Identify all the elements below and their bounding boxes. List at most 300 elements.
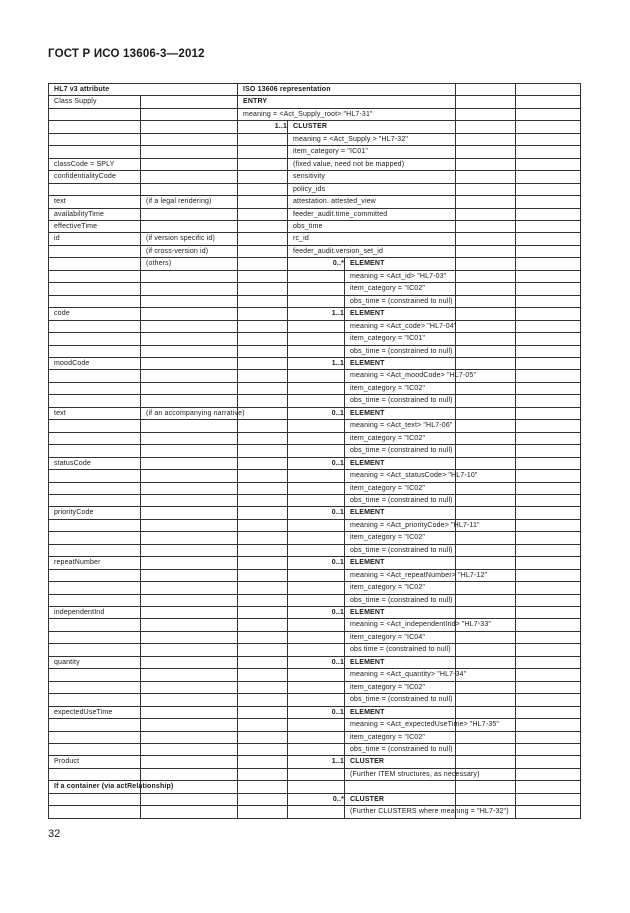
hl7-attribute-cell: [49, 420, 141, 432]
table-cell: [288, 470, 345, 482]
table-body: [49, 84, 581, 819]
iso-representation-cell: meaning = <Act_Supply > "HL7-32": [288, 133, 456, 145]
table-row: [49, 557, 581, 569]
condition-cell: [141, 445, 238, 457]
table-row: [49, 407, 581, 419]
table-cell: [456, 308, 516, 320]
iso-representation-cell: item_category = "IC02": [345, 731, 456, 743]
hl7-attribute-cell: [49, 395, 141, 407]
cardinality-cell: 0..1: [288, 407, 345, 419]
table-cell: [238, 781, 288, 793]
table-cell: [456, 320, 516, 332]
table-cell: [456, 756, 516, 768]
iso-representation-cell: ELEMENT: [345, 706, 456, 718]
table-row: [49, 345, 581, 357]
table-cell: [238, 519, 288, 531]
condition-cell: (if a legal rendering): [141, 196, 238, 208]
iso-representation-cell: obs_time = (constrained to null): [345, 395, 456, 407]
table-cell: [456, 420, 516, 432]
table-row: [49, 594, 581, 606]
table-cell: [288, 283, 345, 295]
table-cell: [238, 183, 288, 195]
table-cell: [288, 445, 345, 457]
table-cell: [456, 270, 516, 282]
table-row: [49, 133, 581, 145]
table-row: [49, 357, 581, 369]
table-cell: [238, 470, 288, 482]
table-row: [49, 370, 581, 382]
condition-cell: [141, 507, 238, 519]
iso-representation-cell: [345, 781, 456, 793]
table-row: [49, 793, 581, 805]
table-cell: [456, 507, 516, 519]
condition-cell: [141, 146, 238, 158]
iso-representation-cell: feeder_audit.version_set_id: [288, 245, 456, 257]
table-cell: [288, 295, 345, 307]
condition-cell: [141, 320, 238, 332]
table-cell: [288, 395, 345, 407]
table-cell: [238, 731, 288, 743]
condition-cell: [141, 108, 238, 120]
table-cell: [238, 756, 288, 768]
table-cell: [238, 694, 288, 706]
table-cell: [238, 681, 288, 693]
table-cell: [238, 370, 288, 382]
table-cell: [456, 283, 516, 295]
table-cell: [288, 544, 345, 556]
hl7-attribute-cell: [49, 594, 141, 606]
table-cell: [516, 781, 581, 793]
iso-representation-cell: meaning = <Act_statusCode> "HL7-10": [345, 470, 456, 482]
cardinality-cell: 0..1: [288, 706, 345, 718]
table-cell: [456, 482, 516, 494]
table-row: [49, 656, 581, 668]
condition-cell: [141, 631, 238, 643]
iso-representation-cell: ELEMENT: [345, 607, 456, 619]
table-row: [49, 494, 581, 506]
table-cell: [288, 731, 345, 743]
table-row: [49, 470, 581, 482]
table-cell: [456, 532, 516, 544]
iso-representation-cell: obs_time = (constrained to null): [345, 744, 456, 756]
table-cell: [288, 370, 345, 382]
table-cell: [456, 171, 516, 183]
table-cell: [516, 407, 581, 419]
table-row: [49, 731, 581, 743]
table-cell: [456, 333, 516, 345]
table-cell: [238, 320, 288, 332]
table-cell: [516, 320, 581, 332]
iso-representation-cell: obs_time = (constrained to null): [345, 445, 456, 457]
condition-cell: [141, 681, 238, 693]
table-cell: [516, 507, 581, 519]
condition-cell: [141, 768, 238, 780]
hl7-attribute-cell: [49, 744, 141, 756]
iso-representation-cell: obs_time: [288, 220, 456, 232]
iso-representation-cell: ENTRY: [238, 96, 456, 108]
table-cell: [516, 333, 581, 345]
iso-representation-cell: meaning = <Act_expectedUseTime> "HL7-35": [345, 719, 456, 731]
table-cell: [238, 644, 288, 656]
table-cell: [456, 594, 516, 606]
table-cell: [456, 382, 516, 394]
iso-representation-cell: feeder_audit.time_committed: [288, 208, 456, 220]
table-cell: [456, 494, 516, 506]
table-cell: [238, 607, 288, 619]
hl7-attribute-cell: [49, 121, 141, 133]
hl7-attribute-cell: [49, 731, 141, 743]
table-row: [49, 806, 581, 818]
table-cell: [238, 669, 288, 681]
condition-cell: [141, 270, 238, 282]
iso-representation-cell: item_category = "IC01": [288, 146, 456, 158]
table-cell: [456, 146, 516, 158]
table-row: [49, 208, 581, 220]
condition-cell: [141, 283, 238, 295]
table-cell: [288, 519, 345, 531]
table-cell: [456, 233, 516, 245]
cardinality-cell: 1..1: [288, 308, 345, 320]
iso-representation-cell: rc_id: [288, 233, 456, 245]
condition-cell: [141, 656, 238, 668]
condition-cell: [141, 220, 238, 232]
table-cell: [516, 208, 581, 220]
hl7-attribute-cell: [49, 631, 141, 643]
table-cell: [238, 295, 288, 307]
iso-representation-cell: item_category = "IC02": [345, 532, 456, 544]
hl7-attribute-cell: [49, 569, 141, 581]
table-row: [49, 295, 581, 307]
table-cell: [238, 233, 288, 245]
hl7-attribute-cell: [49, 283, 141, 295]
condition-cell: [141, 532, 238, 544]
table-row: [49, 420, 581, 432]
table-cell: [288, 619, 345, 631]
hl7-attribute-cell: [49, 295, 141, 307]
table-cell: [238, 196, 288, 208]
iso-representation-cell: obs_time = (constrained to null): [345, 295, 456, 307]
table-cell: [516, 233, 581, 245]
condition-cell: (others): [141, 258, 238, 270]
table-cell: [516, 183, 581, 195]
condition-cell: [141, 706, 238, 718]
table-row: [49, 607, 581, 619]
table-cell: [516, 619, 581, 631]
table-cell: [288, 345, 345, 357]
table-cell: [238, 768, 288, 780]
table-row: [49, 544, 581, 556]
condition-cell: [141, 183, 238, 195]
table-cell: [516, 519, 581, 531]
iso-representation-cell: (Further ITEM structures, as necessary): [345, 768, 456, 780]
table-cell: [516, 768, 581, 780]
table-cell: [516, 121, 581, 133]
condition-cell: [141, 395, 238, 407]
table-cell: [516, 470, 581, 482]
table-cell: [456, 84, 516, 96]
condition-cell: [141, 382, 238, 394]
iso-representation-cell: item_category = "IC04": [345, 631, 456, 643]
table-cell: [516, 607, 581, 619]
table-cell: [238, 283, 288, 295]
table-cell: [238, 557, 288, 569]
iso-representation-cell: meaning = <Act_quantity> "HL7-34": [345, 669, 456, 681]
table-row: [49, 432, 581, 444]
table-row: [49, 320, 581, 332]
table-cell: [516, 84, 581, 96]
condition-cell: [141, 470, 238, 482]
hl7-attribute-cell: [49, 382, 141, 394]
table-cell: [516, 694, 581, 706]
table-cell: [456, 694, 516, 706]
table-cell: [456, 183, 516, 195]
table-cell: [516, 382, 581, 394]
condition-cell: [141, 694, 238, 706]
table-cell: [288, 669, 345, 681]
table-cell: [456, 706, 516, 718]
iso-representation-cell: policy_ids: [288, 183, 456, 195]
table-cell: [238, 631, 288, 643]
table-row: [49, 196, 581, 208]
table-cell: [456, 681, 516, 693]
table-cell: [238, 432, 288, 444]
hl7-attribute-cell: [49, 494, 141, 506]
condition-cell: [141, 457, 238, 469]
condition-cell: [141, 345, 238, 357]
table-cell: [516, 719, 581, 731]
iso-representation-cell: meaning = <Act_Supply_root> "HL7-31": [238, 108, 456, 120]
hl7-attribute-cell: expectedUseTime: [49, 706, 141, 718]
table-cell: [516, 196, 581, 208]
table-row: [49, 532, 581, 544]
condition-cell: [141, 744, 238, 756]
table-cell: [456, 395, 516, 407]
table-cell: [238, 133, 288, 145]
table-row: [49, 245, 581, 257]
table-cell: [456, 357, 516, 369]
condition-cell: [141, 432, 238, 444]
table-cell: [516, 544, 581, 556]
hl7-attribute-cell: classCode = SPLY: [49, 158, 141, 170]
iso-representation-cell: ELEMENT: [345, 357, 456, 369]
iso-representation-cell: obs time = (constrained to null): [345, 644, 456, 656]
hl7-attribute-cell: repeatNumber: [49, 557, 141, 569]
table-cell: [516, 158, 581, 170]
hl7-attribute-cell: [49, 345, 141, 357]
table-cell: [516, 283, 581, 295]
table-row: [49, 445, 581, 457]
hl7-attribute-cell: [49, 544, 141, 556]
table-cell: [516, 258, 581, 270]
table-cell: [516, 793, 581, 805]
table-cell: [456, 158, 516, 170]
iso-representation-cell: ELEMENT: [345, 656, 456, 668]
table-cell: [516, 108, 581, 120]
table-cell: [238, 507, 288, 519]
table-cell: [456, 295, 516, 307]
hl7-attribute-cell: [49, 320, 141, 332]
condition-cell: [141, 519, 238, 531]
cardinality-cell: 1..1: [288, 357, 345, 369]
table-cell: [516, 395, 581, 407]
hl7-attribute-cell: priorityCode: [49, 507, 141, 519]
table-cell: [238, 357, 288, 369]
table-cell: [288, 694, 345, 706]
condition-cell: [141, 719, 238, 731]
condition-cell: [141, 557, 238, 569]
condition-cell: [141, 607, 238, 619]
table-cell: [288, 532, 345, 544]
hl7-attribute-cell: text: [49, 196, 141, 208]
table-cell: [456, 432, 516, 444]
table-cell: [516, 295, 581, 307]
table-cell: [456, 781, 516, 793]
table-cell: [456, 557, 516, 569]
table-row: [49, 121, 581, 133]
table-cell: [238, 308, 288, 320]
table-row: [49, 706, 581, 718]
condition-cell: [141, 569, 238, 581]
table-cell: [516, 744, 581, 756]
table-cell: [516, 681, 581, 693]
table-cell: [516, 171, 581, 183]
table-cell: [238, 806, 288, 818]
mapping-table: [48, 83, 581, 819]
table-cell: [288, 644, 345, 656]
table-row: [49, 482, 581, 494]
hl7-attribute-cell: [49, 183, 141, 195]
table-cell: [288, 569, 345, 581]
hl7-attribute-cell: [49, 258, 141, 270]
table-cell: [288, 594, 345, 606]
condition-cell: [141, 308, 238, 320]
table-row: [49, 258, 581, 270]
table-cell: [516, 357, 581, 369]
condition-cell: [141, 370, 238, 382]
table-cell: [456, 793, 516, 805]
table-cell: [516, 482, 581, 494]
condition-cell: [141, 793, 238, 805]
table-cell: [516, 96, 581, 108]
iso-representation-cell: CLUSTER: [288, 121, 456, 133]
table-cell: [238, 445, 288, 457]
table-row: [49, 146, 581, 158]
iso-representation-cell: meaning = <Act_priorityCode> "HL7-11": [345, 519, 456, 531]
table-cell: [516, 806, 581, 818]
hl7-attribute-cell: availabilityTime: [49, 208, 141, 220]
table-cell: [456, 644, 516, 656]
hl7-attribute-cell: [49, 669, 141, 681]
table-cell: [456, 245, 516, 257]
iso-representation-cell: meaning = <Act_code> "HL7-04": [345, 320, 456, 332]
iso-representation-cell: obs_time = (constrained to null): [345, 544, 456, 556]
table-row: [49, 744, 581, 756]
hl7-attribute-cell: [49, 768, 141, 780]
condition-cell: [141, 171, 238, 183]
condition-cell: [141, 357, 238, 369]
hl7-attribute-cell: [49, 146, 141, 158]
condition-cell: [141, 544, 238, 556]
table-cell: [238, 619, 288, 631]
table-cell: [456, 220, 516, 232]
iso-representation-cell: obs_time = (constrained to null): [345, 694, 456, 706]
condition-cell: [141, 295, 238, 307]
table-cell: [288, 681, 345, 693]
iso-representation-cell: meaning = <Act_id> "HL7-03": [345, 270, 456, 282]
table-cell: [456, 544, 516, 556]
iso-representation-cell: item_category = "IC02": [345, 482, 456, 494]
condition-cell: [141, 731, 238, 743]
table-cell: [238, 420, 288, 432]
table-row: [49, 719, 581, 731]
iso-representation-cell: item_category = "IC02": [345, 681, 456, 693]
hl7-attribute-cell: [49, 694, 141, 706]
cardinality-cell: 1..1: [288, 756, 345, 768]
table-cell: [516, 569, 581, 581]
table-cell: [456, 731, 516, 743]
table-cell: [456, 121, 516, 133]
table-cell: [516, 345, 581, 357]
hl7-attribute-cell: quantity: [49, 656, 141, 668]
table-cell: [288, 482, 345, 494]
table-cell: [238, 719, 288, 731]
condition-cell: [141, 806, 238, 818]
condition-cell: [141, 756, 238, 768]
table-cell: [516, 420, 581, 432]
table-cell: [456, 345, 516, 357]
table-row: [49, 220, 581, 232]
hl7-attribute-cell: [49, 470, 141, 482]
table-row: [49, 756, 581, 768]
table-cell: [516, 133, 581, 145]
table-cell: [516, 644, 581, 656]
table-cell: [288, 781, 345, 793]
table-cell: [238, 706, 288, 718]
hl7-attribute-cell: [49, 370, 141, 382]
table-cell: [516, 656, 581, 668]
table-cell: [516, 457, 581, 469]
table-cell: [288, 320, 345, 332]
table-cell: [238, 594, 288, 606]
iso-representation-cell: meaning = <Act_moodCode> "HL7-05": [345, 370, 456, 382]
hl7-attribute-cell: [49, 333, 141, 345]
hl7-attribute-cell: text: [49, 407, 141, 419]
table-cell: [238, 220, 288, 232]
condition-cell: [141, 494, 238, 506]
table-cell: [516, 270, 581, 282]
condition-cell: [141, 133, 238, 145]
header-iso-representation: ISO 13606 representation: [238, 84, 456, 96]
table-cell: [516, 669, 581, 681]
table-cell: [456, 445, 516, 457]
table-row: [49, 619, 581, 631]
table-cell: [516, 756, 581, 768]
table-cell: [516, 631, 581, 643]
table-row: [49, 644, 581, 656]
hl7-attribute-cell: [49, 582, 141, 594]
hl7-attribute-cell: Class Supply: [49, 96, 141, 108]
table-cell: [238, 494, 288, 506]
table-cell: [238, 395, 288, 407]
hl7-attribute-cell: Product: [49, 756, 141, 768]
table-cell: [456, 208, 516, 220]
hl7-attribute-cell: [49, 432, 141, 444]
condition-cell: [141, 619, 238, 631]
table-cell: [288, 270, 345, 282]
table-row: [49, 457, 581, 469]
condition-cell: [141, 121, 238, 133]
table-cell: [516, 532, 581, 544]
